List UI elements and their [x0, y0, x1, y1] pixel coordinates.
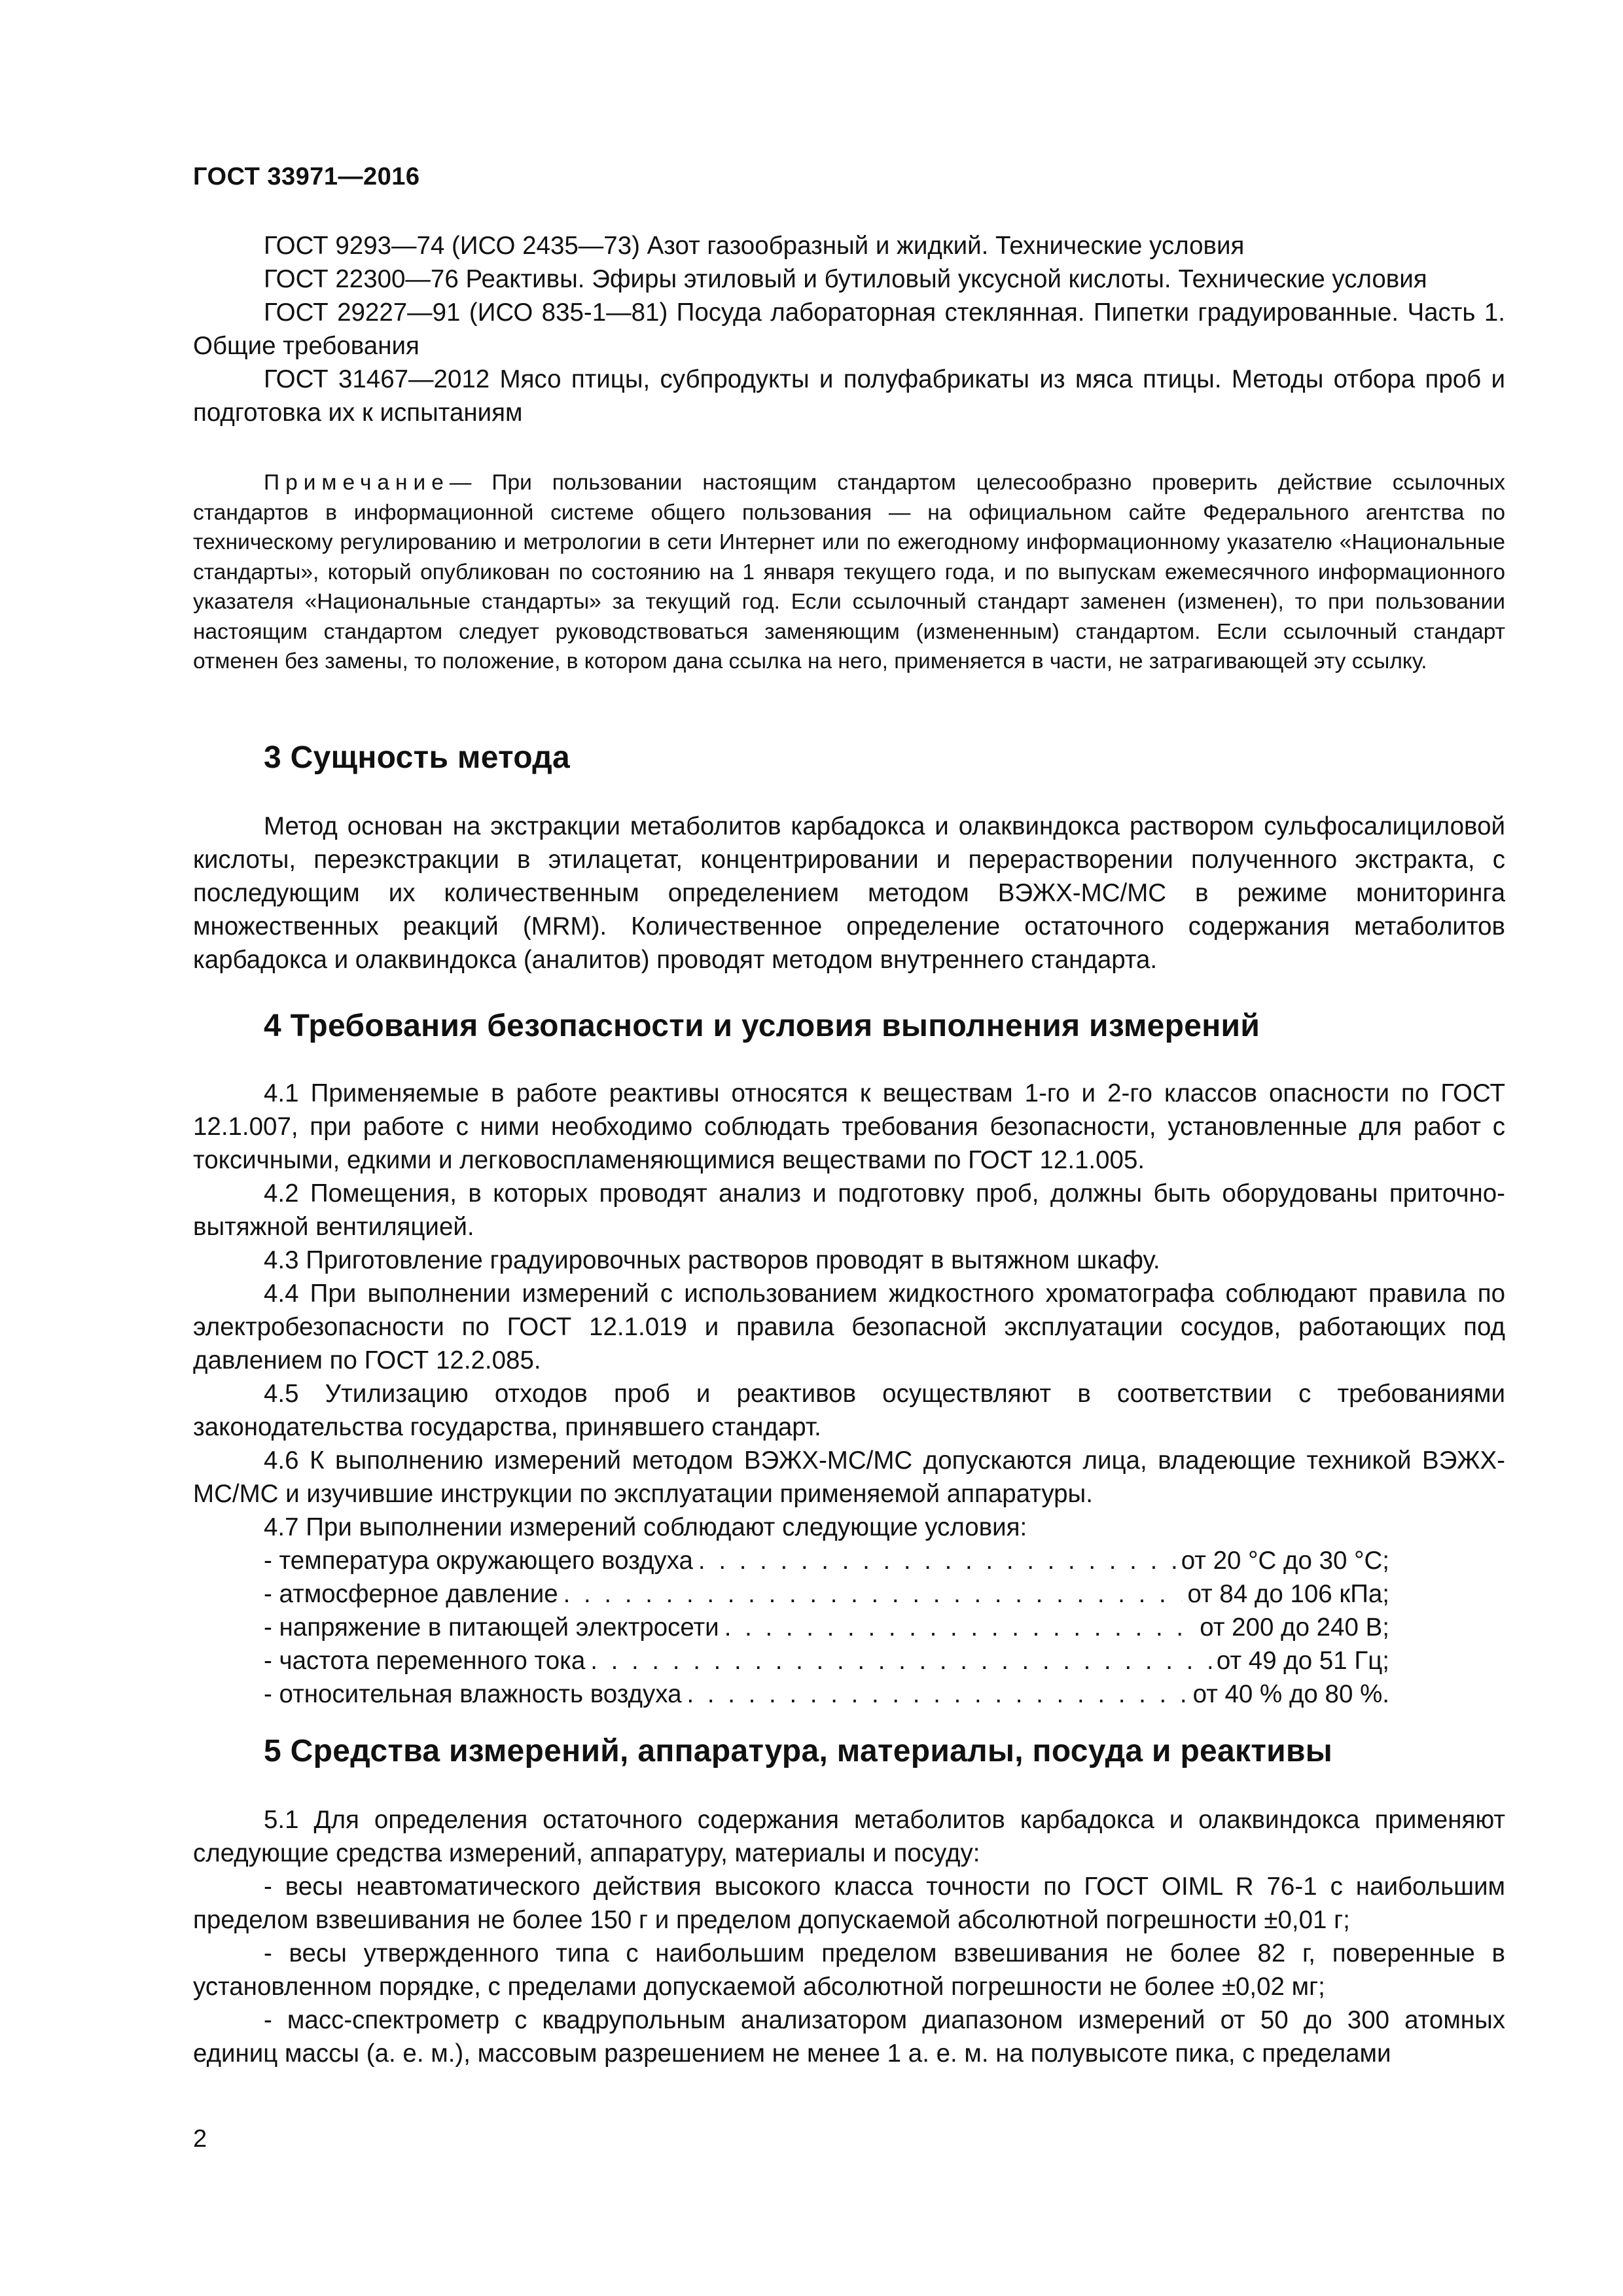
section-5-heading: 5 Средства измерений, аппаратура, материалы, посуда и реактивы: [264, 1734, 1333, 1768]
condition-name: - частота переменного тока: [264, 1647, 586, 1675]
condition-name: - напряжение в питающей электросети: [264, 1613, 719, 1641]
document-page: [193, 0, 1505, 2296]
condition-value: от 40 % до 80 %.: [1192, 1680, 1389, 1708]
section-4-paragraph: 4.3 Приготовление градуировочных растворов проводят в вытяжном шкафу.: [264, 1246, 1160, 1274]
section-5-paragraph: - весы утвержденного типа с наибольшим пределом взвешивания не более 82 г, поверенные в установленном порядке, с пределами допускаемой абсолютной погрешности не более ±0,02 мг;: [193, 1939, 1505, 2001]
condition-name: - температура окружающего воздуха: [264, 1547, 693, 1575]
section-4-paragraph: 4.7 При выполнении измерений соблюдают следующие условия:: [264, 1513, 1027, 1541]
section-4-paragraph: 4.4 При выполнении измерений с использованием жидкостного хроматографа соблюдают правила по электробезопасности по ГОСТ 12.1.019 и правила безопасной эксплуатации сосудов, работающих под давлением по ГОСТ 12.2.085.: [193, 1280, 1505, 1374]
condition-value: от 20 °С до 30 °С;: [1181, 1547, 1389, 1575]
page-number: 2: [193, 2125, 207, 2153]
section-4-paragraph: 4.2 Помещения, в которых проводят анализ и подготовку проб, должны быть оборудованы приточно-вытяжной вентиляцией.: [193, 1179, 1505, 1241]
section-4-paragraph: 4.5 Утилизацию отходов проб и реактивов осуществляют в соответствии с требованиями законодательства государства, принявшего стандарт.: [193, 1380, 1505, 1441]
section-4-heading: 4 Требования безопасности и условия выполнения измерений: [264, 1009, 1260, 1043]
condition-value: от 84 до 106 кПа;: [1187, 1580, 1389, 1608]
leader-dots: [563, 1577, 1183, 1611]
note-text: — При пользовании настоящим стандартом целесообразно проверить действие ссылочных стандартов в информационной системе общего пользования — на официальном сайте Федерального агентства по техническому регулированию и метрологии в сети Интернет или по ежегодному информационному указателю «Национальные стандарты», который опубликован по состоянию на 1 января текущего года, и по выпускам ежемесячного информационного указателя «Национальные стандарты» за текущий год. Если ссылочный стандарт заменен (изменен), то при пользовании настоящим стандартом следует руководствоваться заменяющим (измененным) стандартом. Если ссылочный стандарт отменен без замены, то положение, в котором дана ссылка на него, применяется в части, не затрагивающей эту ссылку.: [193, 471, 1505, 673]
leader-dots: [687, 1677, 1187, 1711]
leader-dots: [698, 1544, 1176, 1577]
section-3-paragraph: Метод основан на экстракции метаболитов карбадокса и олаквиндокса раствором сульфосалициловой кислоты, переэкстракции в этилацетат, концентрировании и перерастворении полученного экстракта, с последующим их количественным определением методом ВЭЖХ-МС/МС в режиме мониторинга множественных реакций (MRM). Количественное определение остаточного содержания метаболитов карбадокса и олаквиндокса (аналитов) проводят методом внутреннего стандарта.: [193, 812, 1505, 974]
reference-item: ГОСТ 31467—2012 Мясо птицы, субпродукты и полуфабрикаты из мяса птицы. Методы отбора проб и подготовка их к испытаниям: [193, 365, 1505, 427]
note-label: Примечание: [264, 471, 450, 495]
section-5-paragraph: 5.1 Для определения остаточного содержания метаболитов карбадокса и олаквиндокса применяют следующие средства измерений, аппаратуру, материалы и посуду:: [193, 1806, 1505, 1867]
document-header: ГОСТ 33971—2016: [193, 163, 420, 190]
condition-row: [264, 1544, 1389, 1577]
condition-name: - относительная влажность воздуха: [264, 1680, 682, 1708]
condition-row: [264, 1677, 1389, 1711]
leader-dots: [724, 1611, 1195, 1644]
section-4-body: [193, 1077, 1505, 1711]
section-3-body: [193, 810, 1505, 977]
condition-value: от 200 до 240 В;: [1200, 1613, 1389, 1641]
section-4-paragraph: 4.6 К выполнению измерений методом ВЭЖХ-МС/МС допускаются лица, владеющие техникой ВЭЖХ-МС/МС и изучившие инструкции по эксплуатации применяемой аппаратуры.: [193, 1446, 1505, 1508]
reference-item: ГОСТ 9293—74 (ИСО 2435—73) Азот газообразный и жидкий. Технические условия: [264, 232, 1245, 260]
condition-name: - атмосферное давление: [264, 1580, 558, 1608]
reference-item: ГОСТ 29227—91 (ИСО 835-1—81) Посуда лабораторная стеклянная. Пипетки градуированные. Часть 1. Общие требования: [193, 298, 1505, 360]
condition-row: [264, 1611, 1389, 1644]
section-4-paragraph: 4.1 Применяемые в работе реактивы относятся к веществам 1-го и 2-го классов опасности по ГОСТ 12.1.007, при работе с ними необходимо соблюдать требования безопасности, установленные для работ с токсичными, едкими и легковоспламеняющимися веществами по ГОСТ 12.1.005.: [193, 1079, 1505, 1174]
normative-references-list: [193, 229, 1505, 429]
condition-row: [264, 1577, 1389, 1611]
section-5-paragraph: - весы неавтоматического действия высокого класса точности по ГОСТ OIML R 76-1 с наибольшим пределом взвешивания не более 150 г и пределом допускаемой абсолютной погрешности ±0,01 г;: [193, 1873, 1505, 1934]
section-5-paragraph: - масс-спектрометр с квадрупольным анализатором диапазоном измерений от 50 до 300 атомных единиц массы (а. е. м.), массовым разрешением не менее 1 а. е. м. на полувысоте пика, с пределами: [193, 2006, 1505, 2068]
condition-row: [264, 1644, 1389, 1677]
section-3-heading: 3 Сущность метода: [264, 740, 571, 775]
references-note: [193, 468, 1505, 677]
condition-value: от 49 до 51 Гц;: [1216, 1647, 1389, 1675]
leader-dots: [590, 1644, 1211, 1677]
section-5-body: [193, 1803, 1505, 2070]
reference-item: ГОСТ 22300—76 Реактивы. Эфиры этиловый и бутиловый уксусной кислоты. Технические условия: [264, 265, 1427, 293]
